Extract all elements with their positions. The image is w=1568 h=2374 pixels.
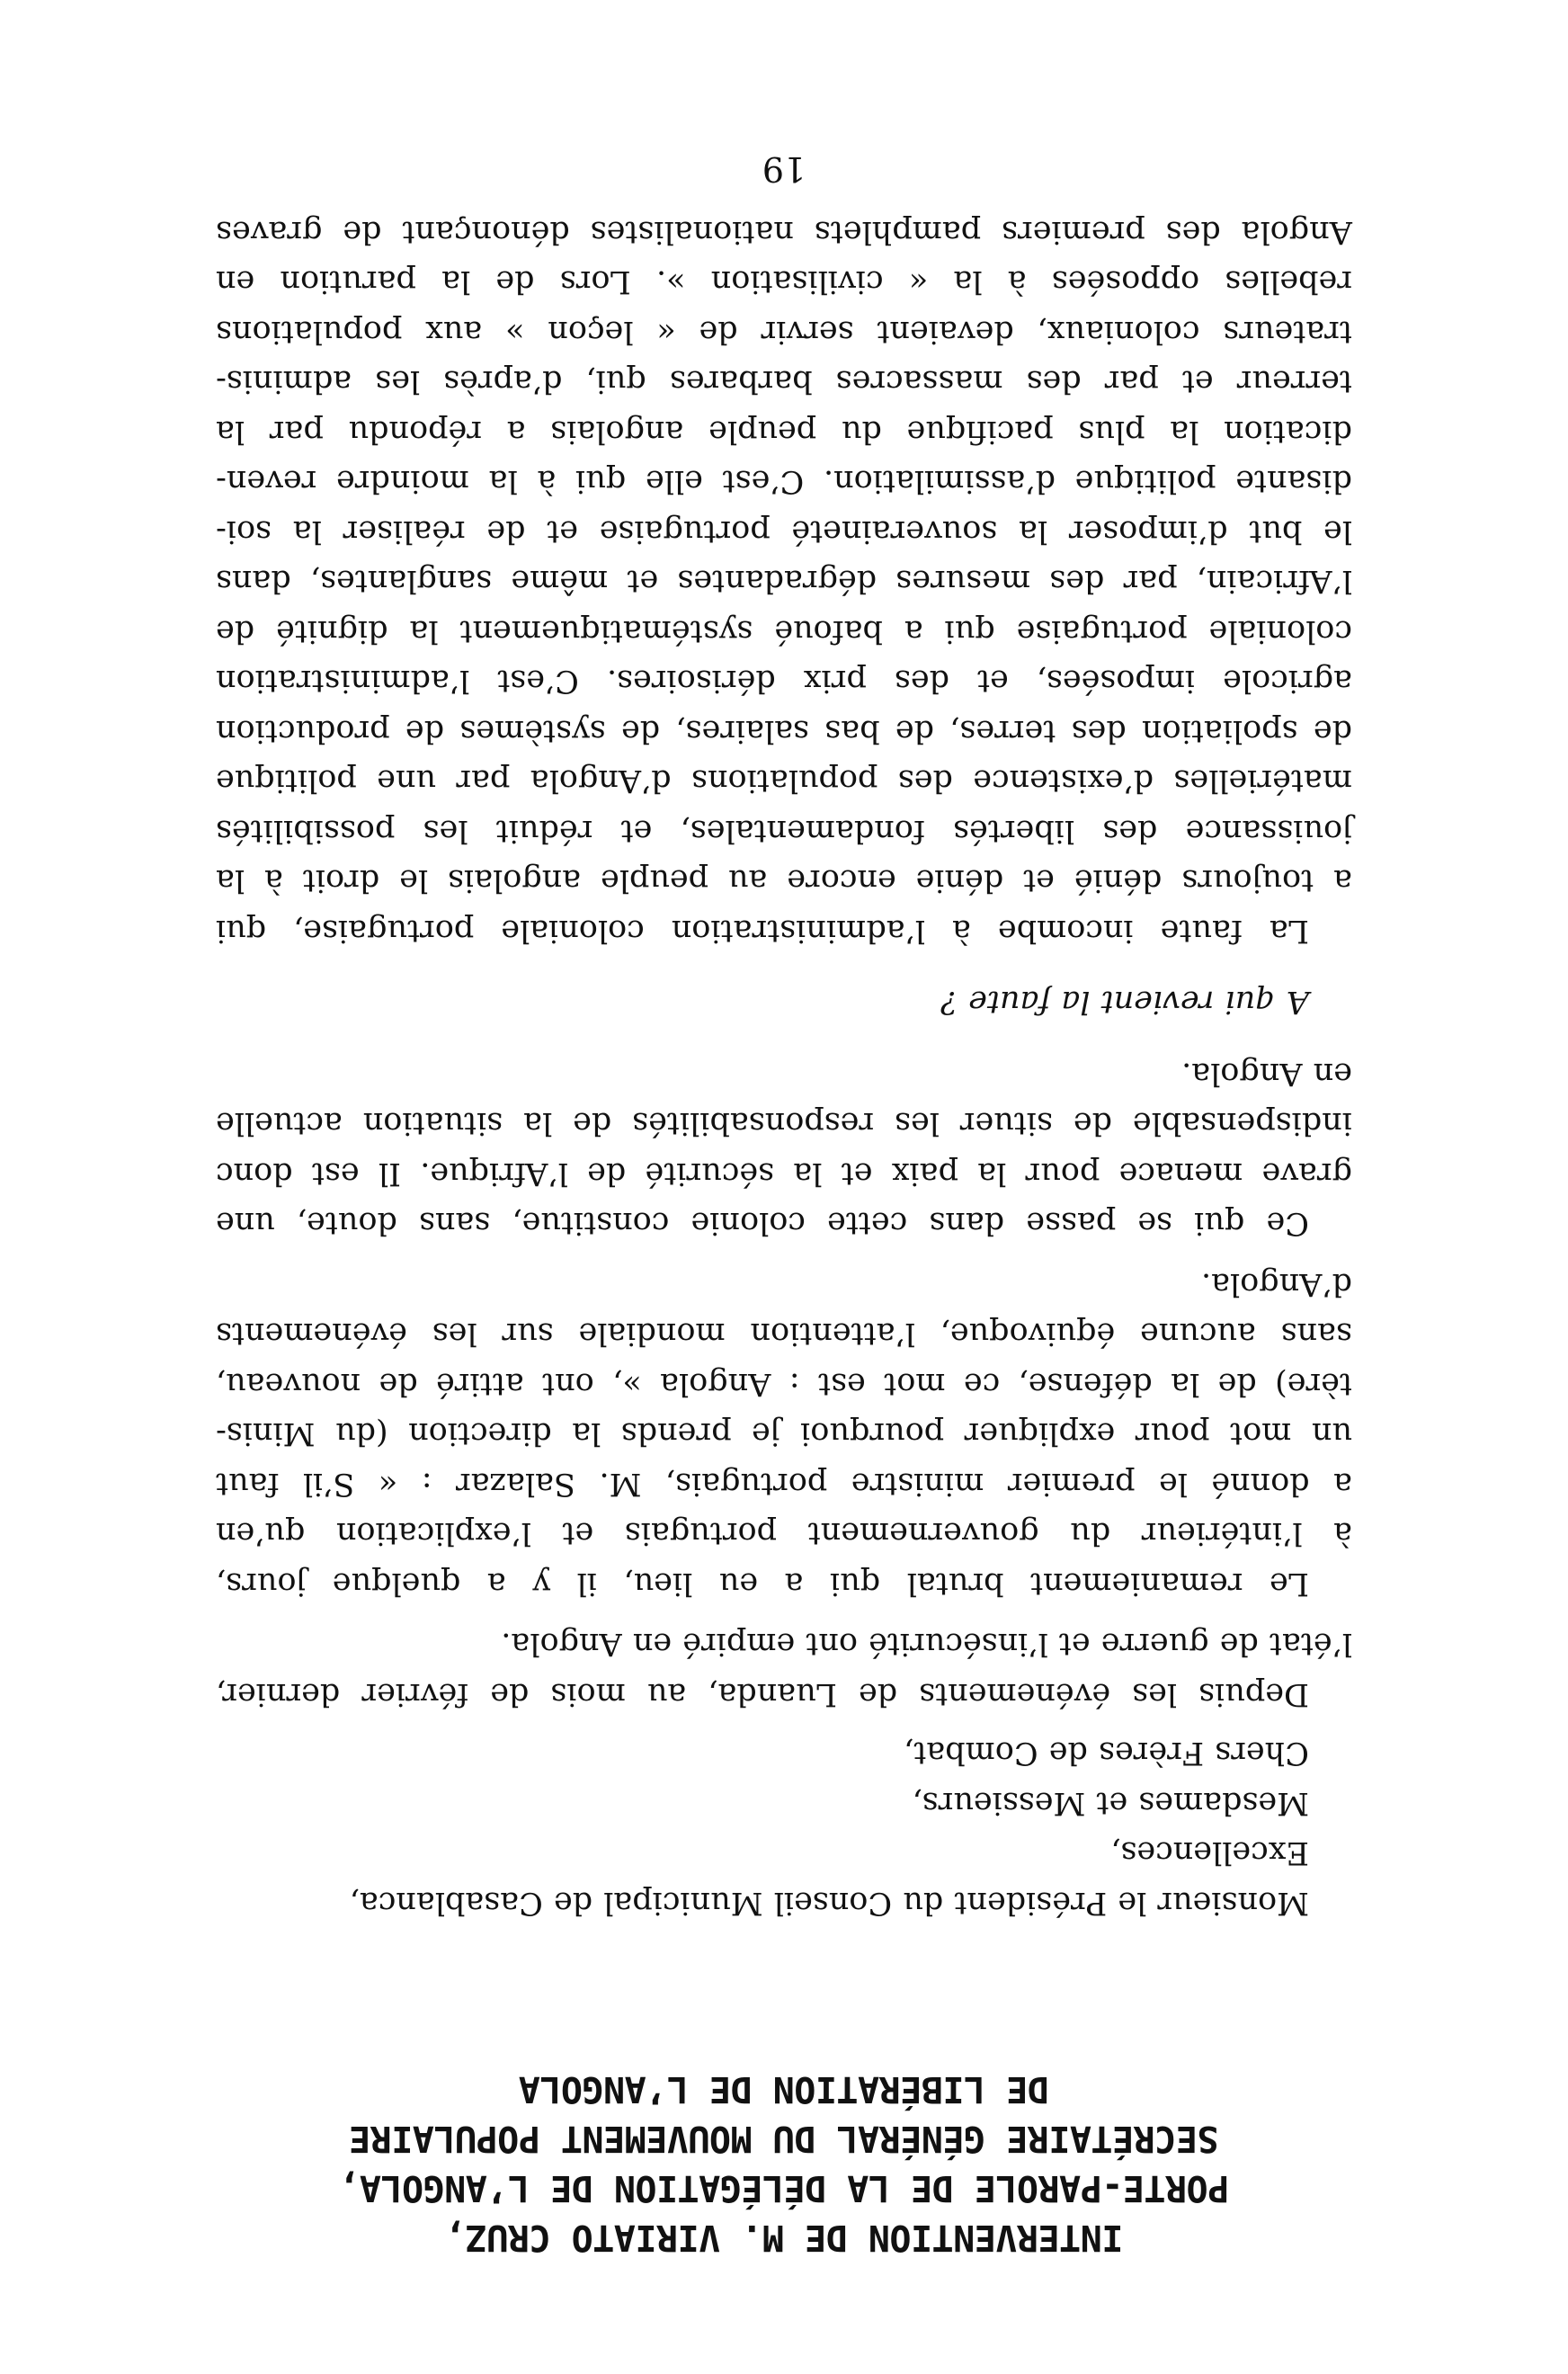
salutation-line: Excellences, <box>1110 1834 1309 1871</box>
paragraph-2 <box>216 1259 1352 1609</box>
text-line: jouissance des libertés fondamentales, et réduit les possibilités <box>216 813 1352 849</box>
text-line: La faute incombe à l’administration coloniale portugaise, qui <box>216 913 1309 949</box>
text-line: Le remaniement brutal qui a eu lieu, il y a quelque jours, <box>216 1566 1309 1602</box>
paragraph-3 <box>216 1049 1352 1248</box>
salutation-line: Chers Frères de Combat, <box>904 1735 1309 1772</box>
text-line: d’Angola. <box>1200 1266 1352 1302</box>
text-line: en Angola. <box>1181 1056 1352 1092</box>
text-line: Ce qui se passe dans cette colonie constitue, sans doute, une <box>216 1205 1309 1242</box>
text-line: a toujours dénié et dénie encore au peuple angolais le droit à la <box>216 862 1352 899</box>
paragraph-1 <box>216 1619 1352 1718</box>
salutation-line: Monsieur le Président du Conseil Municipal de Casablanca, <box>349 1885 1309 1921</box>
text-line: un mot pour expliquer pourquoi je prends la direction (du Minis- <box>216 1415 1352 1452</box>
salutations <box>216 1727 1352 1927</box>
salutation-line: Mesdames et Messieurs, <box>912 1785 1309 1821</box>
text-line: a donné le premier ministre portugais, M. Salazar : « S’il faut <box>216 1466 1352 1502</box>
speech-body <box>216 207 1352 1928</box>
text-line: Angola des premiers pamphlets nationalistes dénonçant de graves <box>216 214 1352 250</box>
text-line: Depuis les événements de Luanda, au mois de février dernier, <box>216 1676 1309 1712</box>
text-line: disante politique d’assimilation. C’est elle qui à la moindre reven- <box>216 463 1352 500</box>
text-line: grave menace pour la paix et la sécurité de l’Afrique. Il est donc <box>216 1156 1352 1191</box>
text-line: de spoliation des terres, de bas salaires, de systèmes de production <box>216 713 1352 749</box>
text-line: rebelles opposées à la « civilisation ». Lors de la parution en <box>216 263 1352 300</box>
text-line: terreur et par des massacres barbares qui, d’après les adminis- <box>216 363 1352 400</box>
text-line: coloniale portugaise qui a bafoué systématiquement la dignité de <box>216 613 1352 649</box>
heading-line: INTERVENTION DE M. VIRIATO CRUZ, <box>444 2217 1124 2258</box>
speech-heading <box>216 2064 1352 2262</box>
heading-line: PORTE-PAROLE DE LA DÉLÉGATION DE L’ANGOLA, <box>338 2167 1230 2209</box>
heading-line: SECRÉTAIRE GÉNÉRAL DU MOUVEMENT POPULAIRE <box>349 2118 1219 2159</box>
text-line: trateurs coloniaux, devaient servir de « leçon » aux populations <box>216 314 1352 350</box>
text-line: agricole imposées, et des prix dérisoires. C’est l’administration <box>216 663 1352 700</box>
paragraph-4 <box>216 207 1352 956</box>
text-line: sans aucune équivoque, l’attention mondiale sur les événements <box>216 1316 1352 1352</box>
text-line: à l’intérieur du gouvernement portugais et l’explication qu’en <box>216 1515 1352 1552</box>
text-line: l’Africain, par des mesures dégradantes et même sanglantes, dans <box>216 563 1352 600</box>
text-line: indispensable de situer les responsabilités de la situation actuelle <box>216 1105 1352 1142</box>
text-line: l’état de guerre et l’insécurité ont empiré en Angola. <box>501 1626 1352 1663</box>
page-number: 19 <box>762 149 806 189</box>
heading-line: DE LIBÉRATION DE L’ANGOLA <box>519 2068 1049 2110</box>
section-subheading: A qui revient la faute ? <box>940 984 1309 1021</box>
text-line: matérielles d’existence des populations d’Angola par une politique <box>216 763 1352 799</box>
text-line: dication la plus pacifique du peuple angolais a répondu par la <box>216 414 1352 450</box>
text-line: tère) de la défense, ce mot est : Angola », ont attiré de nouveau, <box>216 1366 1352 1402</box>
text-line: le but d’imposer la souveraineté portugaise et de réaliser la soi- <box>216 513 1352 549</box>
